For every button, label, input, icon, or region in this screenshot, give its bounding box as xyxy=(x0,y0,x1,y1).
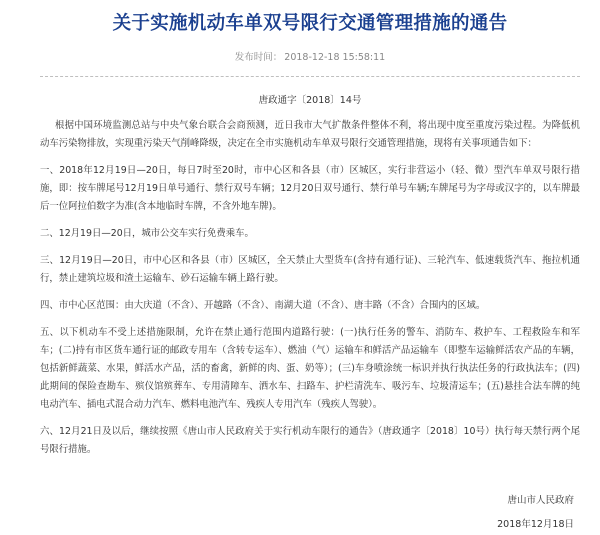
paragraph-item-1: 一、2018年12月19日—20日，每日7时至20时，市中心区和各县（市）区城区，实行非营运小（轻、微）型汽车单双号限行措施，即：按车牌尾号12月19日单号通行、禁行双号车辆；12月20日双号通行、禁行单号车辆;车牌尾号为字母或汉字的，以车牌最后一位阿拉伯数字为准(含本地临时车牌，不含外地车牌)。 xyxy=(40,165,580,212)
page-title: 关于实施机动车单双号限行交通管理措施的通告 xyxy=(112,13,508,34)
publish-time-label: 发布时间： xyxy=(234,52,283,63)
paragraph-item-5: 五、以下机动车不受上述措施限制，允许在禁止通行范围内道路行驶：(一)执行任务的警车、消防车、救护车、工程救险车和军车；(二)持有市区货车通行证的邮政专用车（含转专运车）、燃油（气）运输车和鲜活产品运输车（即整车运输鲜活农产品的车辆，包括新鲜蔬菜、水果，鲜活水产品，活的畜禽，新鲜的肉、蛋、奶等）；(三)车身喷涂统一标识并执行执法任务的行政执法车；(四)此期间的保险查勘车、殡仪馆殡葬车、专用清障车、洒水车、扫路车、护栏清洗车、吸污车、垃圾清运车；(五)悬挂合法车牌的纯电动汽车、插电式混合动力汽车、燃料电池汽车、残疾人专用汽车（残疾人驾驶）。 xyxy=(40,327,580,410)
paragraph-item-2: 二、12月19日—20日，城市公交车实行免费乘车。 xyxy=(40,228,254,239)
paragraph-intro: 根据中国环境监测总站与中央气象台联合会商预测，近日我市大气扩散条件整体不利，将出现中度至重度污染过程。为降低机动车污染物排放，实现重污染天气削峰降级，决定在全市实施机动车单双号限行交通管理措施，现将有关事项通告如下： xyxy=(40,120,580,149)
publish-time-value: 2018-12-18 15:58:11 xyxy=(284,52,386,63)
document-number: 唐政通字〔2018〕14号 xyxy=(258,95,362,106)
paragraph-item-4: 四、市中心区范围：由大庆道（不含）、开越路（不含）、南湖大道（不含）、唐丰路（不含）合围内的区域。 xyxy=(40,300,486,311)
publish-meta xyxy=(40,51,580,65)
paragraph-item-6: 六、12月21日及以后，继续按照《唐山市人民政府关于实行机动车限行的通告》（唐政通字〔2018〕10号）执行每天禁行两个尾号限行措施。 xyxy=(40,426,580,455)
header-divider xyxy=(40,76,580,77)
issuer-signature: 唐山市人民政府 xyxy=(507,495,574,506)
paragraph-item-3: 三、12月19日—20日，市中心区和各县（市）区城区，全天禁止大型货车(含持有通行证)、三轮汽车、低速载货汽车、拖拉机通行，禁止建筑垃圾和渣土运输车、砂石运输车辆上路行驶。 xyxy=(40,255,580,284)
article-body xyxy=(40,117,580,459)
signature-date: 2018年12月18日 xyxy=(497,519,574,530)
